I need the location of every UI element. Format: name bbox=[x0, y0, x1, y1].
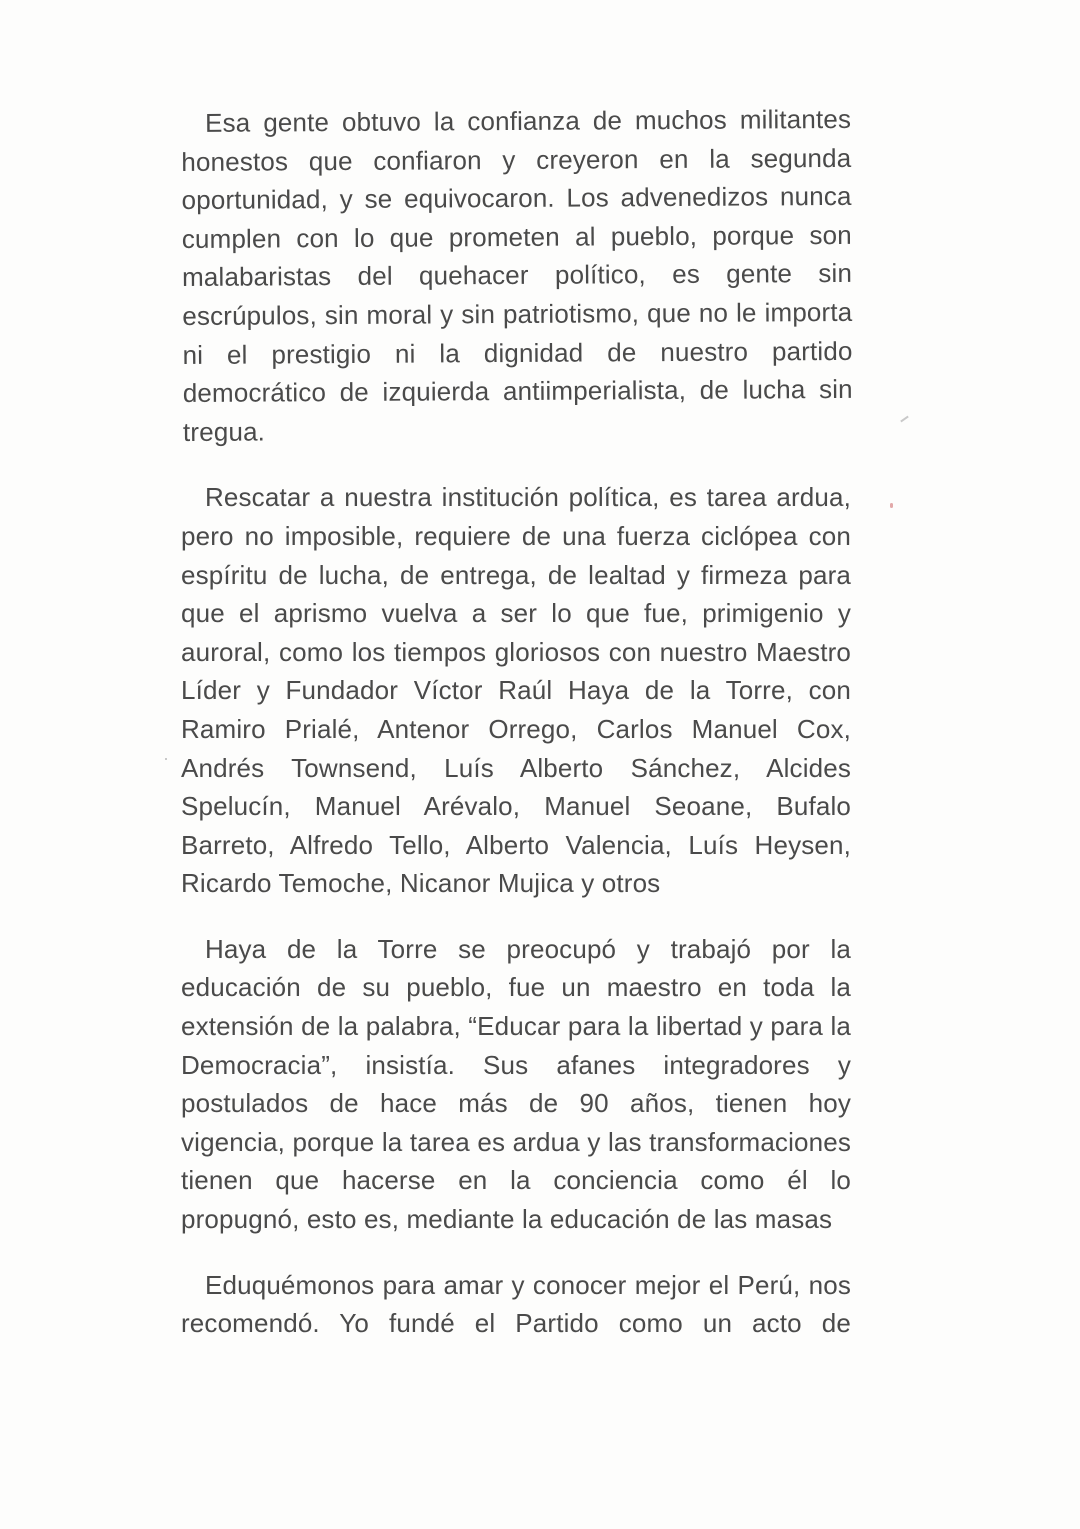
scan-speck bbox=[165, 758, 167, 760]
paragraph-3: Haya de la Torre se preocupó y trabajó por la educación de su pueblo, fue un maestro en toda la extensión de la palabra, “Educar para la libertad y para la Democracia”, insistía. Sus afanes integradores y postulados de hace más de 90 años, tienen hoy vigencia, porque la tarea es ardua y las transformaciones tienen que hacerse en la conciencia como él lo propugnó, esto es, mediante la educación de las masas bbox=[181, 933, 851, 1235]
scan-speck bbox=[890, 503, 893, 508]
scan-speck bbox=[900, 416, 909, 423]
paragraph-1: Esa gente obtuvo la confianza de muchos militantes honestos que confiaron y creyeron en la segunda oportunidad, y se equivocaron. Los advenedizos nunca cumplen con lo que prometen al pueblo, porque son malabaristas del quehacer político, es gente sin escrúpulos, sin moral y sin patriotismo, que no le importa ni el prestigio ni la dignidad de nuestro partido democrático de izquierda antiimperialista, de lucha sin tregua. bbox=[181, 103, 853, 447]
paragraph-4: Eduquémonos para amar y conocer mejor el Perú, nos recomendó. Yo fundé el Partido como un acto de bbox=[181, 1269, 851, 1339]
body-text bbox=[181, 104, 851, 1343]
paragraph-2: Rescatar a nuestra institución política, es tarea ardua, pero no imposible, requiere de una fuerza ciclópea con espíritu de lucha, de entrega, de lealtad y firmeza para que el aprismo vuelva a ser lo que fue, primigenio y auroral, como los tiempos gloriosos con nuestro Maestro Líder y Fundador Víctor Raúl Haya de la Torre, con Ramiro Prialé, Antenor Orrego, Carlos Manuel Cox, Andrés Townsend, Luís Alberto Sánchez, Alcides Spelucín, Manuel Arévalo, Manuel Seoane, Bufalo Barreto, Alfredo Tello, Alberto Valencia, Luís Heysen, Ricardo Temoche, Nicanor Mujica y otros bbox=[181, 482, 851, 899]
